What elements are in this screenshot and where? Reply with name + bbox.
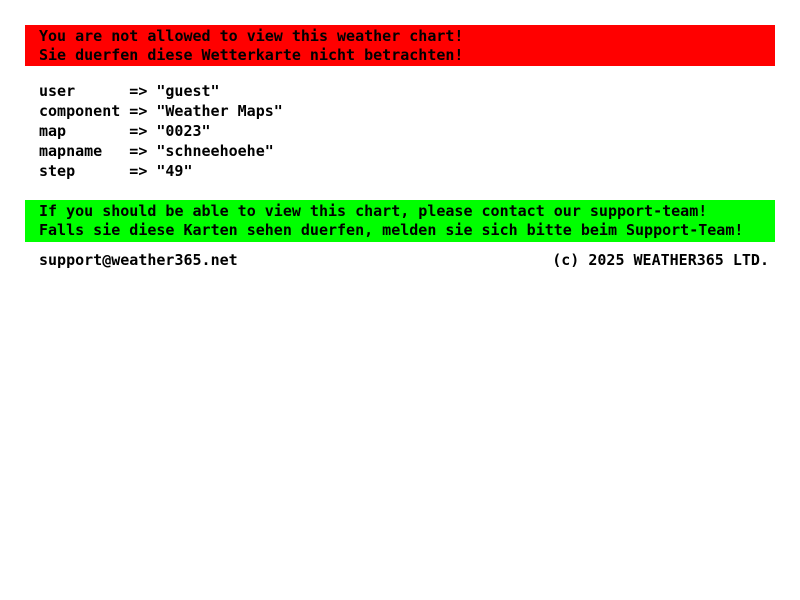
arrow-glyph: => [129,122,148,140]
arrow-glyph: => [129,162,148,180]
copyright-notice: (c) 2025 WEATHER365 LTD. [552,251,769,269]
arrow-glyph: => [129,102,148,120]
detail-value: "0023" [156,122,211,140]
arrow-glyph: => [129,82,148,100]
info-banner [25,200,775,242]
detail-row-user [39,81,283,101]
detail-value: "49" [156,162,193,180]
detail-key: user [39,82,76,100]
detail-row-mapname [39,141,283,161]
detail-value: "guest" [156,82,220,100]
detail-key: component [39,102,121,120]
detail-key: mapname [39,142,103,160]
support-email: support@weather365.net [39,251,238,269]
arrow-glyph: => [129,142,148,160]
detail-value: "Weather Maps" [156,102,283,120]
detail-row-map [39,121,283,141]
detail-value: "schneehoehe" [156,142,274,160]
detail-row-step [39,161,283,181]
detail-row-component [39,101,283,121]
info-line-english: If you should be able to view this chart, please contact our support-team! [39,202,708,220]
request-details [39,81,283,181]
error-banner [25,25,775,66]
footer [39,252,769,268]
error-line-german: Sie duerfen diese Wetterkarte nicht betrachten! [39,46,464,64]
detail-key: map [39,122,67,140]
info-line-german: Falls sie diese Karten sehen duerfen, melden sie sich bitte beim Support-Team! [39,221,744,239]
detail-key: step [39,162,76,180]
error-line-english: You are not allowed to view this weather chart! [39,27,464,45]
